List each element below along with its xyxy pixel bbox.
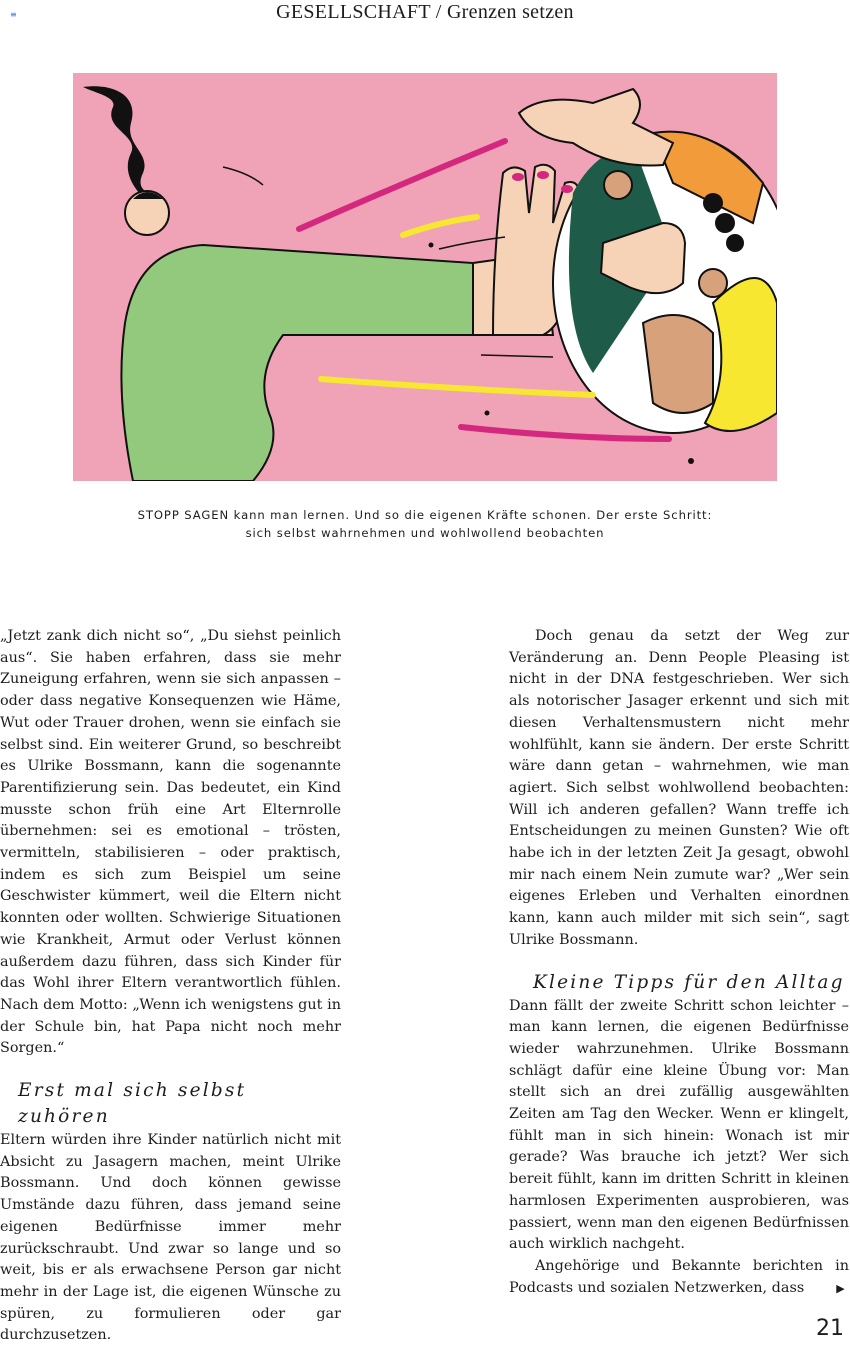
menu-mark-icon: ≡ — [10, 10, 17, 19]
right-paragraph-3 — [509, 1256, 849, 1299]
subheading-erst-mal-sich-selbst-zuhoeren: Erst mal sich selbst zuhören — [18, 1080, 247, 1128]
subheading-kleine-tipps-fuer-den-alltag: Kleine Tipps für den Alltag — [533, 971, 845, 993]
image-caption — [60, 506, 790, 542]
people-pleasing-stop-hands-illustration — [73, 73, 777, 481]
continue-arrow-icon: ▶ — [836, 1281, 845, 1295]
caption-line-2: sich selbst wahrnehmen und wohlwollend beobachten — [245, 526, 605, 540]
right-paragraph-3-text: Angehörige und Bekannte berichten in Podcasts und sozialen Netzwerken, dass — [509, 1257, 849, 1296]
right-paragraph-2: Dann fällt der zweite Schritt schon leichter – man kann lernen, die eigenen Bedürfnisse wieder wahrzunehmen. Ulrike Bossmann schlägt dafür eine kleine Übung vor: Man stellt sich an drei zufällig ausgewählten Zeiten am Tag den Wecker. Wenn er klingelt, fühlt man in sich hinein: Wonach ist mir gerade? Was brauche ich jetzt? Wer sich bereit fühlt, kann im dritten Schritt in kleinen harmlosen Experimenten ausprobieren, was passiert, wenn man den eigenen Bedürfnissen auch wirklich nachgeht. — [509, 997, 849, 1253]
running-head: GESELLSCHAFT / Grenzen setzen — [276, 1, 574, 23]
left-column — [0, 626, 341, 1347]
caption-line-1: STOPP SAGEN kann man lernen. Und so die eigenen Kräfte schonen. Der erste Schritt: — [137, 508, 713, 522]
left-paragraph-2: Eltern würden ihre Kinder natürlich nicht mit Absicht zu Jasagern machen, meint Ulrike Bossmann. Und doch können gewisse Umstände dazu führen, dass jemand seine eigenen Bedürfnisse immer mehr zurückschraubt. Und zwar so lange und so weit, bis er als erwachsene Person gar nicht mehr in der Lage ist, die eigenen Wünsche zu spüren, zu formulieren oder gar durchzusetzen. — [0, 1132, 341, 1344]
left-paragraph-1: „Jetzt zank dich nicht so“, „Du siehst peinlich aus“. Sie haben erfahren, dass sie mehr Zuneigung erfahren, wenn sie sich anpassen – oder dass negative Konsequenzen wie Häme, Wut oder Trauer drohen, wenn sie einfach sie selbst sind. Ein weiterer Grund, so beschreibt es Ulrike Bossmann, kann die sogenannte Parentifizierung sein. Das bedeutet, ein Kind musste schon früh eine Art Elternrolle übernehmen: sei es emotional – trösten, vermitteln, stabilisieren – oder praktisch, indem es sich zum Beispiel um seine Geschwister kümmert, weil die Eltern nicht konnten oder wollten. Schwierige Situationen wie Krankheit, Armut oder Verlust können außerdem dazu führen, dass sich Kinder für das Wohl ihrer Eltern verantwortlich fühlen. Nach dem Motto: „Wenn ich wenigstens gut in der Schule bin, hat Papa nicht noch mehr Sorgen.“ — [0, 628, 341, 1057]
right-paragraph-1: Doch genau da setzt der Weg zur Veränderung an. Denn People Pleasing ist nicht in der DNA festgeschrieben. Wer sich als notorischer Jasager erkennt und sich mit diesen Verhaltensmustern nicht mehr wohlfühlt, kann sie ändern. Der erste Schritt wäre dann getan – wahrnehmen, wie man agiert. Sich selbst wohlwollend beobachten: Will ich anderen gefallen? Wann treffe ich Entscheidungen zu meinen Gunsten? Wie oft habe ich in der letzten Zeit Ja gesagt, obwohl mir nach einem Nein zumute war? „Wer sein eigenes Erleben und Verhalten einordnen kann, kann auch milder mit sich sein“, sagt Ulrike Bossmann. — [509, 628, 849, 948]
page-number: 21 — [816, 1316, 844, 1341]
right-column — [509, 626, 849, 1299]
